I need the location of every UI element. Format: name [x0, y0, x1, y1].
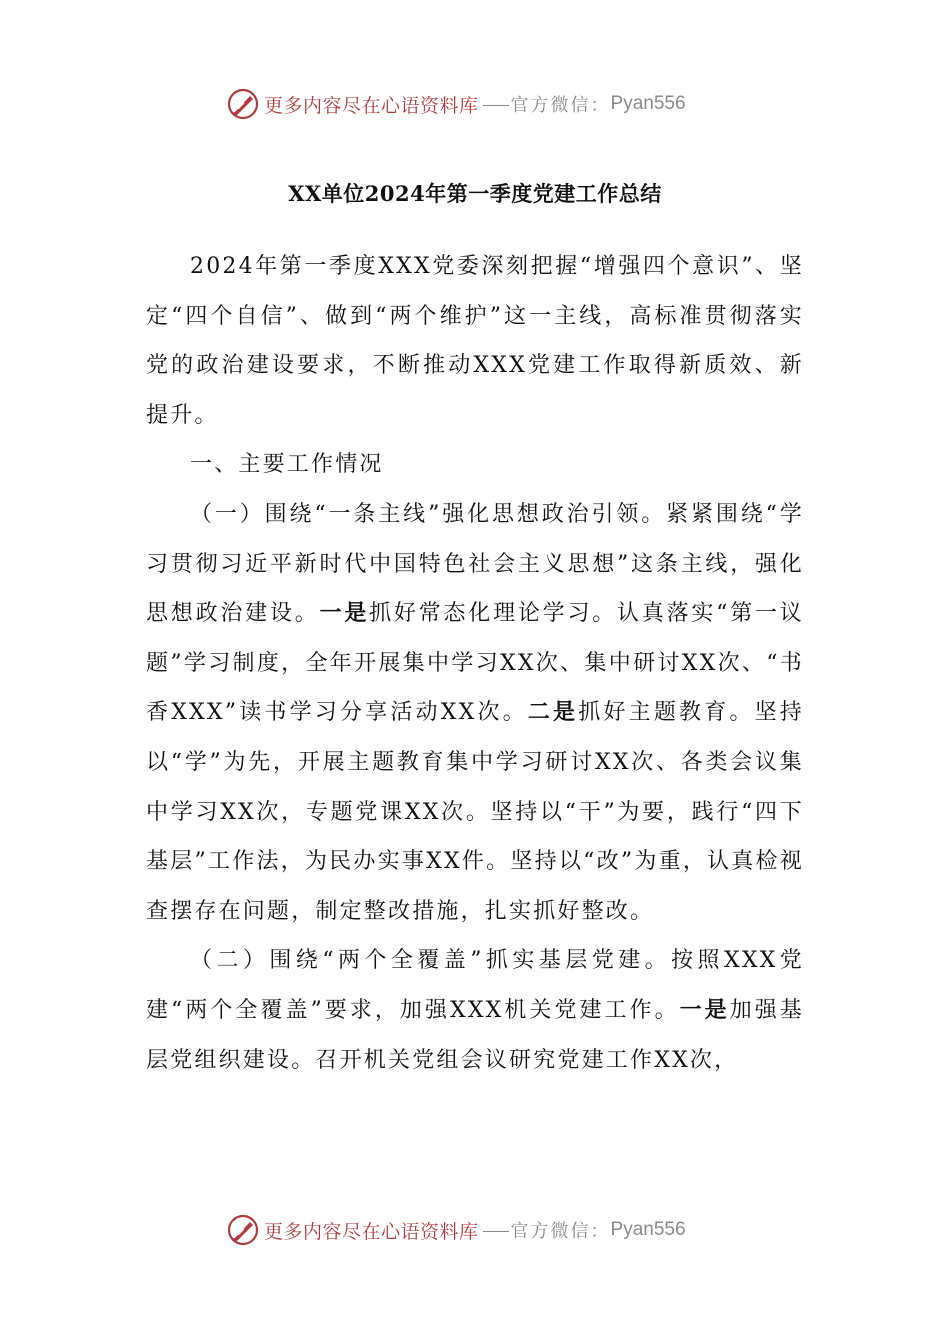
document-body: [146, 242, 804, 1085]
p1-second-label: 二是: [527, 699, 579, 726]
watermark-slogan: 更多内容尽在心语资料库: [264, 1220, 479, 1243]
document-title: XX单位2024年第一季度党建工作总结: [288, 181, 662, 206]
p1-first-text: 抓好常态化理论学习。认真落实“第一议题”学习制度，全年开展集中学习XX次、集中研讨XX次、“书香XXX”读书学习分享活动XX次。: [146, 601, 804, 726]
footer-watermark: [226, 1212, 686, 1248]
watermark-dash: [483, 1231, 509, 1232]
watermark-official-label: 官方微信：: [510, 1221, 611, 1242]
watermark-wechat-id: Pyan556: [610, 1219, 686, 1240]
p2-first-label: 一是: [679, 996, 730, 1023]
watermark-wechat-id: Pyan556: [610, 93, 686, 114]
paragraph-two: [146, 936, 804, 1085]
header-watermark: [226, 86, 686, 122]
quill-logo-icon: [226, 87, 260, 121]
watermark-official-label: 官方微信：: [510, 95, 611, 116]
p1-lead: （一）围绕“一条主线”强化思想政治引领。紧紧围绕“学习贯彻习近平新时代中国特色社会主义思想”这条主线，强化思想政治建设。: [146, 501, 804, 627]
paragraph-one: [146, 490, 804, 936]
p2-lead: （二）围绕“两个全覆盖”抓实基层党建。按照XXX党建“两个全覆盖”要求，加强XXX机关党建工作。: [146, 948, 804, 1023]
p2-first-text: 加强基层党组织建设。召开机关党组会议研究党建工作XX次，: [146, 997, 804, 1073]
section-heading: 一、主要工作情况: [190, 452, 384, 478]
quill-logo-icon: [226, 1213, 260, 1247]
watermark-dash: [483, 105, 509, 106]
watermark-slogan: 更多内容尽在心语资料库: [264, 94, 479, 117]
p1-first-label: 一是: [319, 600, 370, 627]
intro-paragraph: 2024年第一季度XXX党委深刻把握“增强四个意识”、坚定“四个自信”、做到“两个维护”这一主线，高标准贯彻落实党的政治建设要求，不断推动XXX党建工作取得新质效、新提升。: [146, 254, 804, 428]
p1-second-text: 抓好主题教育。坚持以“学”为先，开展主题教育集中学习研讨XX次、各类会议集中学习XX次，专题党课XX次。坚持以“干”为要，践行“四下基层”工作法，为民办实事XX件。坚持以“改”为重，认真检视查摆存在问题，制定整改措施，扎实抓好整改。: [146, 700, 804, 924]
